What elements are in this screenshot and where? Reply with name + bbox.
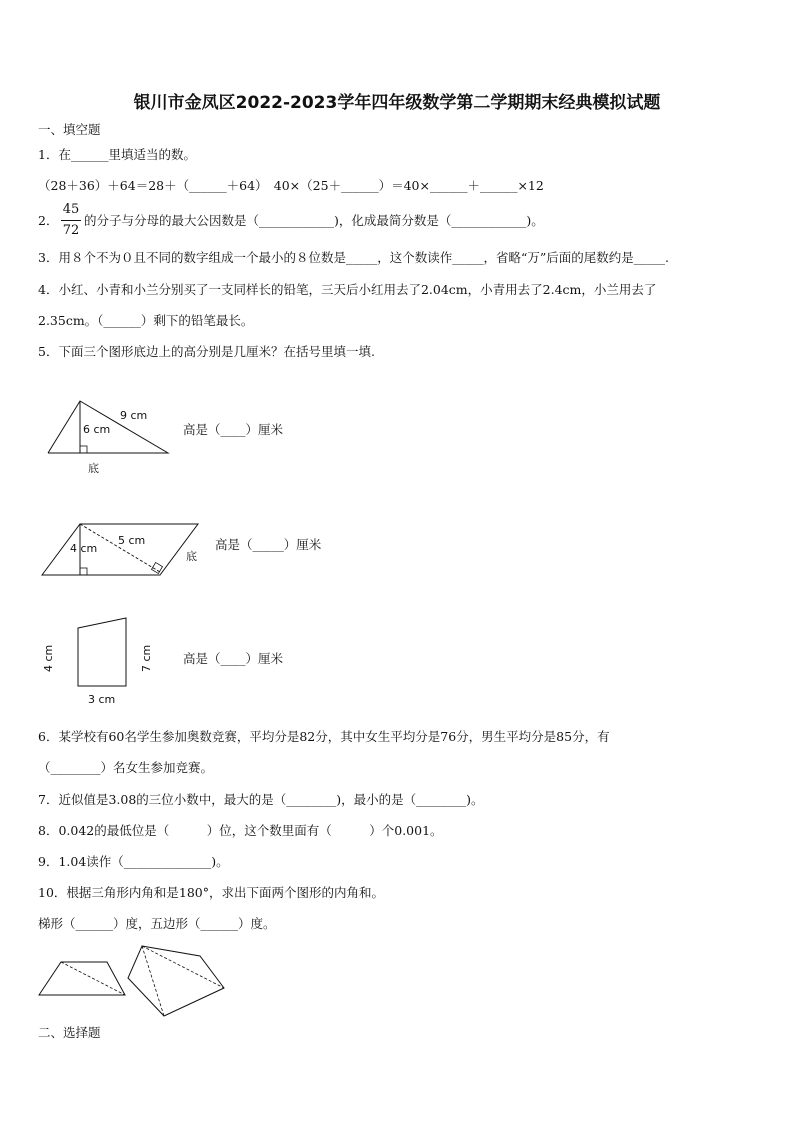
question-10-line1: 10．根据三角形内角和是180°，求出下面两个图形的内角和。	[38, 885, 385, 900]
triangle-hyp-label: 9 cm	[120, 409, 148, 422]
question-2: 的分子与分母的最大公因数是（____________)，化成最简分数是（____________)。	[84, 213, 544, 228]
triangle-figure	[40, 395, 180, 485]
fraction-numerator: 45	[62, 202, 80, 217]
question-8: 8．0.042的最低位是（ ）位，这个数里面有（ ）个0.001。	[38, 823, 443, 838]
question-9: 9．1.04读作（______________)。	[38, 854, 229, 869]
parallelogram-figure	[40, 520, 210, 590]
parallelogram-base-label: 底	[186, 550, 197, 563]
question-6-line2: （________）名女生参加竞赛。	[38, 760, 214, 775]
question-6-line1: 6．某学校有60名学生参加奥数竞赛，平均分是82分，其中女生平均分是76分，男生平均分是85分，有	[38, 729, 610, 744]
section-heading-multiple-choice: 二、选择题	[38, 1025, 101, 1040]
section-heading-fill-blank: 一、填空题	[38, 122, 101, 137]
trapezoid-left-label: 4 cm	[42, 644, 55, 672]
question-7: 7．近似值是3.08的三位小数中，最大的是（________)，最小的是（________)。	[38, 792, 484, 807]
parallelogram-slant-label: 5 cm	[118, 534, 146, 547]
answer-3: 高是（____）厘米	[183, 651, 284, 666]
question-2-number: 2．	[38, 213, 59, 228]
triangle-base-label: 底	[88, 462, 99, 475]
fraction-bar	[61, 220, 81, 221]
question-4-line2: 2.35cm。（______）剩下的铅笔最长。	[38, 313, 254, 328]
question-4-line1: 4．小红、小青和小兰分别买了一支同样长的铅笔，三天后小红用去了2.04cm，小青用去了2.4cm，小兰用去了	[38, 282, 657, 297]
parallelogram-height-label: 4 cm	[70, 542, 98, 555]
trapezoid-figure	[38, 614, 158, 704]
fraction-denominator: 72	[62, 223, 80, 238]
trapezoid-right-label: 7 cm	[140, 644, 153, 672]
answer-2: 高是（_____）厘米	[215, 537, 322, 552]
triangle-height-label: 6 cm	[83, 423, 111, 436]
question-3: 3．用８个不为０且不同的数字组成一个最小的８位数是_____，这个数读作_____，省略“万”后面的尾数约是_____.	[38, 250, 669, 265]
trapezoid-bottom-label: 3 cm	[88, 693, 116, 706]
question-1-equations: （28＋36）＋64＝28＋（______＋64） 40×（25＋______）＝40×______＋______×12	[38, 178, 544, 193]
pentagon-angles-figure	[122, 940, 232, 1020]
question-1: 1．在______里填适当的数。	[38, 147, 196, 162]
page-title: 银川市金凤区2022-2023学年四年级数学第二学期期末经典模拟试题	[133, 93, 661, 113]
answer-1: 高是（____）厘米	[183, 422, 284, 437]
question-10-line2: 梯形（______）度，五边形（______）度。	[38, 916, 276, 931]
question-5: 5．下面三个图形底边上的高分别是几厘米？在括号里填一填.	[38, 344, 375, 359]
